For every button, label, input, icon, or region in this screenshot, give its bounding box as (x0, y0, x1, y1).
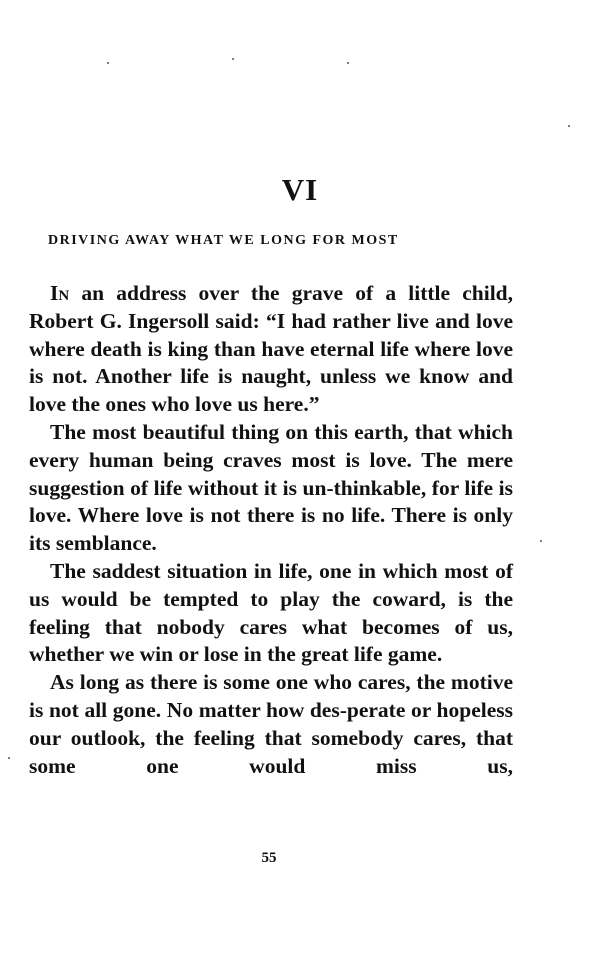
chapter-number: VI (281, 172, 319, 207)
scan-speck (540, 540, 542, 542)
scan-speck (347, 62, 349, 64)
paragraph-3: The saddest situation in life, one in which most of us would be tempted to play the coward, is the feeling that nobody cares what becomes of us, whether we win or lose in the great life game. (29, 558, 513, 667)
paragraph-1-lead-word: In (50, 281, 70, 305)
paragraph-1-text: an address over the grave of a little child, Robert G. Ingersoll said: “I had rather live and love where death is king than have eternal life where love is not. Another life is naught, unless we know and love the ones who love us here.” (29, 281, 513, 417)
chapter-body (29, 280, 513, 780)
scan-speck (232, 58, 234, 60)
scan-speck (107, 62, 109, 64)
paragraph-2: The most beautiful thing on this earth, that which every human being craves most is love. The mere suggestion of life without it is un-thinkable, for life is love. Where love is not there is no life. There is only its semblance. (29, 419, 513, 556)
paragraph-1 (29, 280, 513, 419)
chapter-title: DRIVING AWAY WHAT WE LONG FOR MOST (48, 233, 399, 248)
paragraph-4: As long as there is some one who cares, the motive is not all gone. No matter how des-perate or hopeless our outlook, the feeling that somebody cares, that some one would miss us, (29, 670, 513, 778)
page-number: 55 (261, 850, 277, 866)
scan-speck (8, 757, 10, 759)
scan-speck (568, 125, 570, 127)
